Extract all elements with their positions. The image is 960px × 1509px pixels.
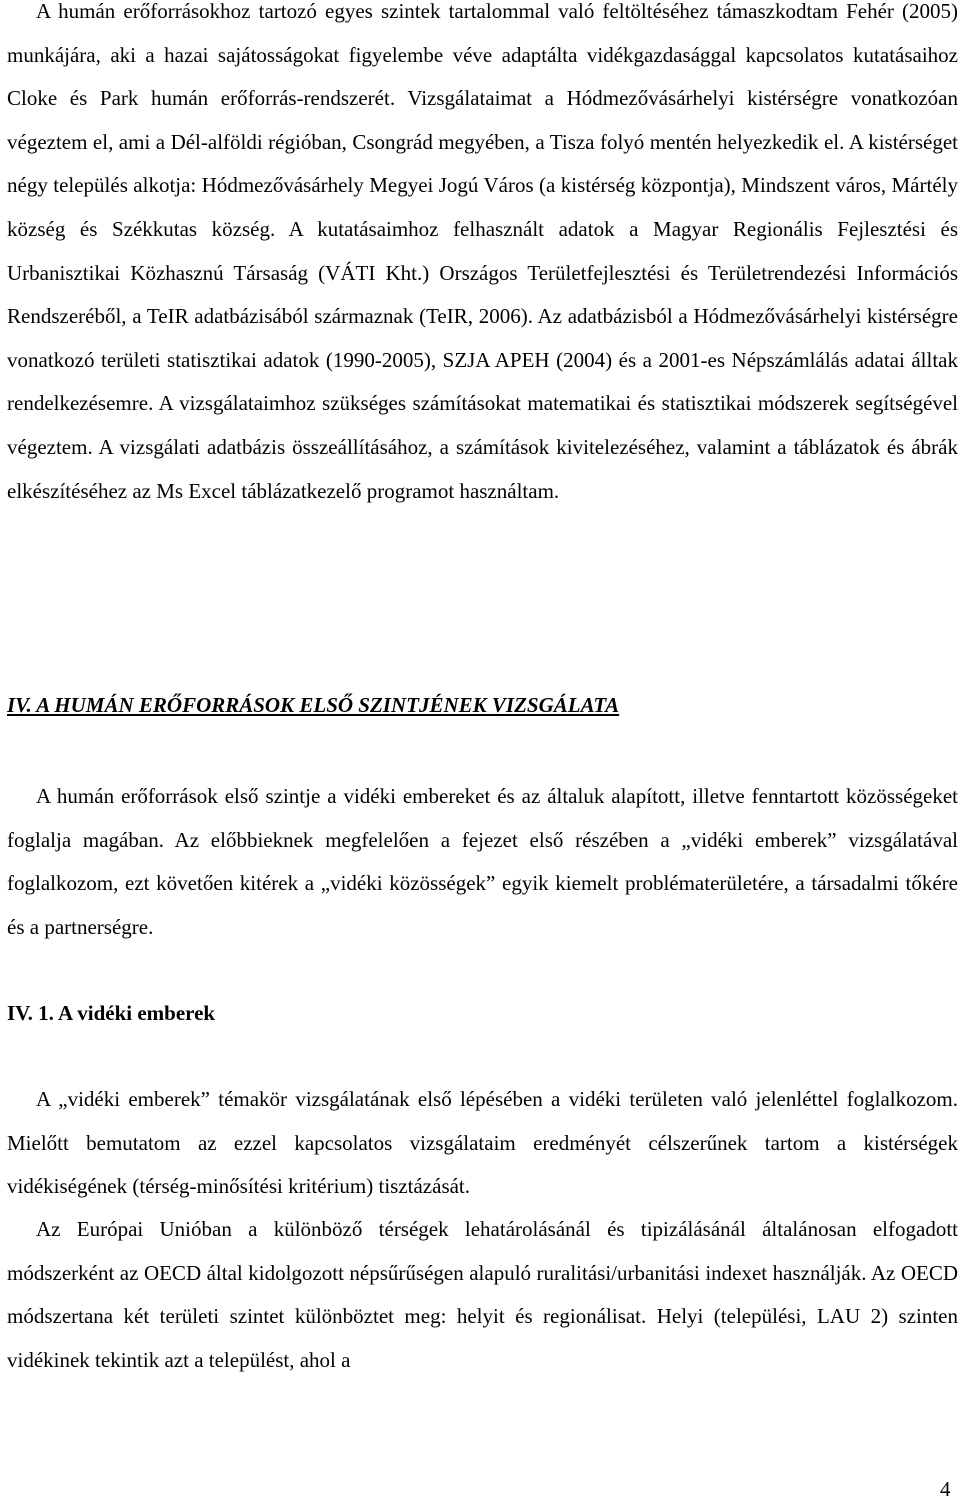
paragraph-methodology: A humán erőforrásokhoz tartozó egyes szintek tartalommal való feltöltéséhez támaszkodtam Fehér (2005) munkájára, aki a hazai sajátosságokat figyelembe véve adaptálta vidékgazdasággal kapcsolatos kutatásaihoz Cloke és Park humán erőforrás-rendszerét. Vizsgálataimat a Hódmezővásárhelyi kistérségre vonatkozóan végeztem el, ami a Dél-alföldi régióban, Csongrád megyében, a Tisza folyó mentén helyezkedik el. A kistérséget négy település alkotja: Hódmezővásárhely Megyei Jogú Város (a kistérség központja), Mindszent város, Mártély község és Székkutas község. A kutatásaimhoz felhasznált adatok a Magyar Regionális Fejlesztési és Urbanisztikai Közhasznú Társaság (VÁTI Kht.) Országos Területfejlesztési és Területrendezési Információs Rendszeréből, a TeIR adatbázisából származnak (TeIR, 2006). Az adatbázisból a Hódmezővásárhelyi kistérségre vonatkozó területi statisztikai adatok (1990-2005), SZJA APEH (2004) és a 2001-es Népszámlálás adatai álltak rendelkezésemre. A vizsgálataimhoz szükséges számításokat matematikai és statisztikai módszerek segítségével végeztem. A vizsgálati adatbázis összeállításához, a számítások kivitelezéséhez, valamint a táblázatok és ábrák elkészítéséhez az Ms Excel táblázatkezelő programot használtam. bbox=[7, 0, 958, 503]
section-heading: IV. 1. A vidéki emberek bbox=[7, 1001, 216, 1025]
paragraph-rural-people: A „vidéki emberek” témakör vizsgálatának első lépésében a vidéki területen való jelenléttel foglalkozom. Mielőtt bemutatom az ezzel kapcsolatos vizsgálataim eredményét célszerűnek tartom a kistérségek vidékiségének (térség-minősítési kritérium) tisztázását. bbox=[7, 1087, 958, 1199]
paragraph-chapter-intro: A humán erőforrások első szintje a vidéki embereket és az általuk alapított, illetve fenntartott közösségeket foglalja magában. Az előbbieknek megfelelően a fejezet első részében a „vidéki emberek” vizsgálatával foglalkozom, ezt követően kitérek a „vidéki közösségek” egyik kiemelt problématerületére, a társadalmi tőkére és a partnerségre. bbox=[7, 784, 958, 939]
paragraph-oecd-method: Az Európai Unióban a különböző térségek lehatárolásánál és tipizálásánál általánosan elfogadott módszerként az OECD által kidolgozott népsűrűségen alapuló ruralitási/urbanitási indexet használják. Az OECD módszertana két területi szintet különböztet meg: helyit és regionálisat. Helyi (települési, LAU 2) szinten vidékinek tekintik azt a települést, ahol a bbox=[7, 1217, 958, 1372]
chapter-heading: IV. A HUMÁN ERŐFORRÁSOK ELSŐ SZINTJÉNEK VIZSGÁLATA bbox=[7, 693, 620, 717]
page-number: 4 bbox=[940, 1477, 951, 1501]
